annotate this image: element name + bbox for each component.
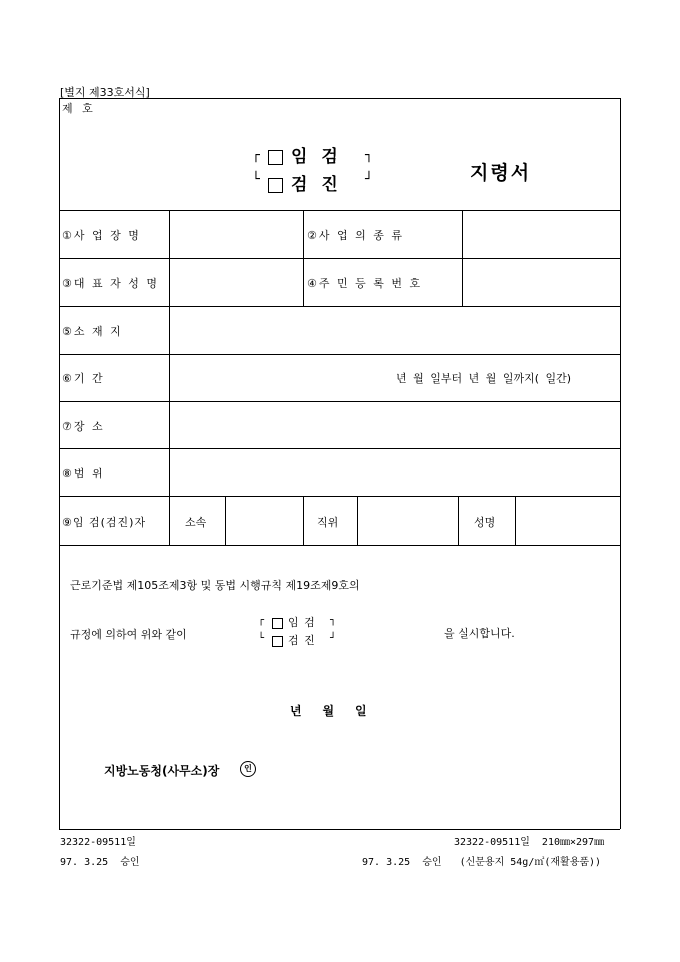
label-business-name: ①사 업 장 명 xyxy=(62,229,141,242)
bracket-bottom-left: └ xyxy=(252,172,260,187)
footer-approval-right: 97. 3.25 승인 (신문용지 54g/㎡(재활용품)) xyxy=(362,857,602,868)
body-line-1: 근로기준법 제105조제3항 및 동법 시행규칙 제19조제9호의 xyxy=(70,579,360,592)
footer-code-left: 32322-09511일 xyxy=(60,837,136,848)
label-position: 직위 xyxy=(317,516,339,529)
date-line: 년 월 일 xyxy=(290,704,367,718)
label-representative: ③대 표 자 성 명 xyxy=(62,277,159,290)
label-period: ⑥기 간 xyxy=(62,372,105,385)
checkbox-icon xyxy=(272,636,283,647)
body-line-2: 규정에 의하여 위와 같이 xyxy=(70,628,187,641)
body-option-inspection: 임 검 xyxy=(272,614,316,630)
label-scope: ⑧범 위 xyxy=(62,467,105,480)
body-bracket-top-left: ┌ xyxy=(258,615,265,626)
checkbox-icon xyxy=(268,178,283,193)
body-bracket-top-right: ┐ xyxy=(330,615,337,626)
footer-approval-left: 97. 3.25 승인 xyxy=(60,857,140,868)
footer-code-right: 32322-09511일 210㎜×297㎜ xyxy=(454,837,605,848)
body-suffix: 을 실시합니다. xyxy=(444,627,515,640)
document-number-label: 제 호 xyxy=(62,102,96,115)
label-inspector: ⑨임 검(검진)자 xyxy=(62,516,147,529)
issuing-authority: 지방노동청(사무소)장 xyxy=(104,764,220,778)
checkbox-icon xyxy=(268,150,283,165)
title-option-examination: 검 진 xyxy=(268,170,342,195)
label-resident-number: ④주 민 등 록 번 호 xyxy=(307,277,423,290)
body-bracket-bottom-right: ┘ xyxy=(330,633,337,644)
bracket-top-left: ┌ xyxy=(252,148,260,163)
label-location: ⑤소 재 지 xyxy=(62,325,123,338)
label-name: 성명 xyxy=(474,516,496,529)
bracket-bottom-right: ┘ xyxy=(365,172,373,187)
label-business-type: ②사 업 의 종 류 xyxy=(307,229,404,242)
label-place: ⑦장 소 xyxy=(62,420,105,433)
label-affiliation: 소속 xyxy=(185,516,207,529)
period-value: 년 월 일부터 년 월 일까지( 일간) xyxy=(396,372,572,385)
bracket-top-right: ┐ xyxy=(365,148,373,163)
form-number: [별지 제33호서식] xyxy=(60,86,150,99)
seal-icon: 인 xyxy=(240,761,256,777)
checkbox-icon xyxy=(272,618,283,629)
body-bracket-bottom-left: └ xyxy=(258,633,265,644)
page-title: 지령서 xyxy=(470,162,532,184)
body-option-examination: 검 진 xyxy=(272,632,316,648)
title-option-inspection: 임 검 xyxy=(268,142,342,167)
